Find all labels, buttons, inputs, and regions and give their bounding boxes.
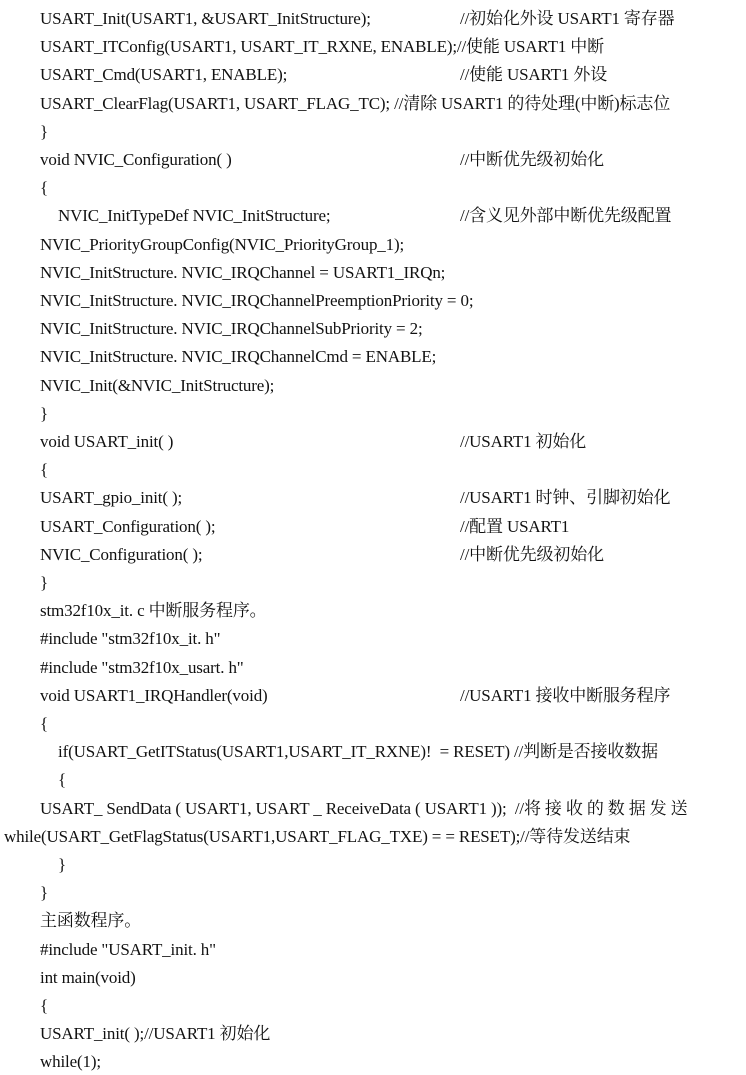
- code-text: {: [40, 178, 49, 198]
- code-text: 主函数程序。: [40, 911, 142, 931]
- code-line: [40, 259, 746, 286]
- code-line: [40, 597, 746, 624]
- code-line: [40, 428, 746, 455]
- code-line: [58, 738, 746, 765]
- code-text: while(1);: [40, 1052, 101, 1072]
- code-text: USART_Init(USART1, &USART_InitStructure);: [40, 9, 371, 28]
- code-line: [40, 541, 746, 568]
- code-text: USART_Cmd(USART1, ENABLE);: [40, 65, 288, 85]
- code-line: [40, 5, 746, 32]
- code-text: USART_ITConfig(USART1, USART_IT_RXNE, ENABLE);//使能 USART1 中断: [40, 37, 604, 57]
- code-line: [4, 823, 746, 850]
- code-comment: //初始化外设 USART1 寄存器: [460, 9, 675, 28]
- code-line: [40, 795, 746, 822]
- code-line: [40, 33, 746, 60]
- code-line: [40, 1048, 746, 1075]
- code-line: [40, 90, 746, 117]
- code-text: int main(void): [40, 967, 136, 987]
- code-text: NVIC_Configuration( );: [40, 544, 203, 564]
- code-line: [40, 456, 746, 483]
- code-line: [40, 964, 746, 991]
- code-line: [40, 174, 746, 201]
- code-text: #include "stm32f10x_usart. h": [40, 657, 244, 677]
- code-text: }: [40, 403, 49, 423]
- code-text: {: [40, 714, 49, 733]
- code-text: USART_ SendData ( USART1, USART _ ReceiveData ( USART1 )); //将 接 收 的 数 据 发 送: [40, 798, 688, 818]
- code-line: [40, 936, 746, 963]
- code-comment: //USART1 接收中断服务程序: [460, 685, 671, 705]
- code-line: [40, 146, 746, 173]
- code-text: stm32f10x_it. c 中断服务程序。: [40, 601, 267, 621]
- code-text: USART_gpio_init( );: [40, 488, 183, 508]
- code-line: [40, 992, 746, 1019]
- code-line: [40, 343, 746, 370]
- code-line: [58, 766, 746, 793]
- code-text: USART_Configuration( );: [40, 516, 216, 536]
- code-line: [58, 202, 746, 229]
- code-text: void NVIC_Configuration( ): [40, 150, 232, 169]
- code-text: }: [40, 883, 49, 903]
- code-text: NVIC_Init(&NVIC_InitStructure);: [40, 375, 275, 395]
- code-text: #include "USART_init. h": [40, 939, 216, 959]
- code-text: NVIC_InitStructure. NVIC_IRQChannel = USART1_IRQn;: [40, 262, 446, 282]
- code-text: while(USART_GetFlagStatus(USART1,USART_FLAG_TXE) = = RESET);//等待发送结束: [4, 826, 631, 846]
- code-line: [58, 851, 746, 878]
- code-line: [40, 710, 746, 737]
- code-comment: //配置 USART1: [460, 516, 570, 536]
- code-comment: //使能 USART1 外设: [460, 65, 608, 85]
- code-text: void USART_init( ): [40, 432, 174, 451]
- code-text: }: [40, 121, 49, 141]
- code-text: USART_ClearFlag(USART1, USART_FLAG_TC); //清除 USART1 的待处理(中断)标志位: [40, 93, 671, 113]
- code-text: if(USART_GetITStatus(USART1,USART_IT_RXNE)! = RESET) //判断是否接收数据: [58, 742, 658, 762]
- code-comment: //中断优先级初始化: [460, 150, 604, 169]
- code-line: [40, 907, 746, 934]
- code-text: #include "stm32f10x_it. h": [40, 629, 221, 649]
- code-text: {: [40, 460, 49, 480]
- code-comment: //中断优先级初始化: [460, 544, 604, 564]
- code-comment: //含义见外部中断优先级配置: [460, 206, 672, 226]
- code-text: USART_init( );//USART1 初始化: [40, 1024, 271, 1044]
- code-line: [40, 879, 746, 906]
- code-line: [40, 118, 746, 145]
- code-text: }: [58, 855, 67, 874]
- code-comment: //USART1 初始化: [460, 432, 587, 451]
- code-text: {: [40, 996, 49, 1015]
- code-line: [40, 287, 746, 314]
- code-text: }: [40, 573, 49, 592]
- code-line: [40, 231, 746, 258]
- code-line: [40, 400, 746, 427]
- code-line: [40, 569, 746, 596]
- code-text: NVIC_InitStructure. NVIC_IRQChannelPreemptionPriority = 0;: [40, 291, 474, 310]
- code-text: NVIC_InitStructure. NVIC_IRQChannelCmd = ENABLE;: [40, 347, 437, 367]
- code-text: NVIC_InitStructure. NVIC_IRQChannelSubPriority = 2;: [40, 319, 423, 339]
- code-line: [40, 61, 746, 88]
- code-line: [40, 315, 746, 342]
- code-text: {: [58, 770, 67, 790]
- code-line: [40, 654, 746, 681]
- code-text: NVIC_PriorityGroupConfig(NVIC_PriorityGroup_1);: [40, 234, 405, 254]
- code-line: [40, 513, 746, 540]
- code-line: [40, 625, 746, 652]
- code-text: NVIC_InitTypeDef NVIC_InitStructure;: [58, 206, 331, 226]
- code-line: [40, 372, 746, 399]
- code-comment: //USART1 时钟、引脚初始化: [460, 488, 671, 508]
- code-line: [40, 1020, 746, 1047]
- code-text: void USART1_IRQHandler(void): [40, 685, 268, 705]
- code-line: [40, 682, 746, 709]
- code-line: [40, 484, 746, 511]
